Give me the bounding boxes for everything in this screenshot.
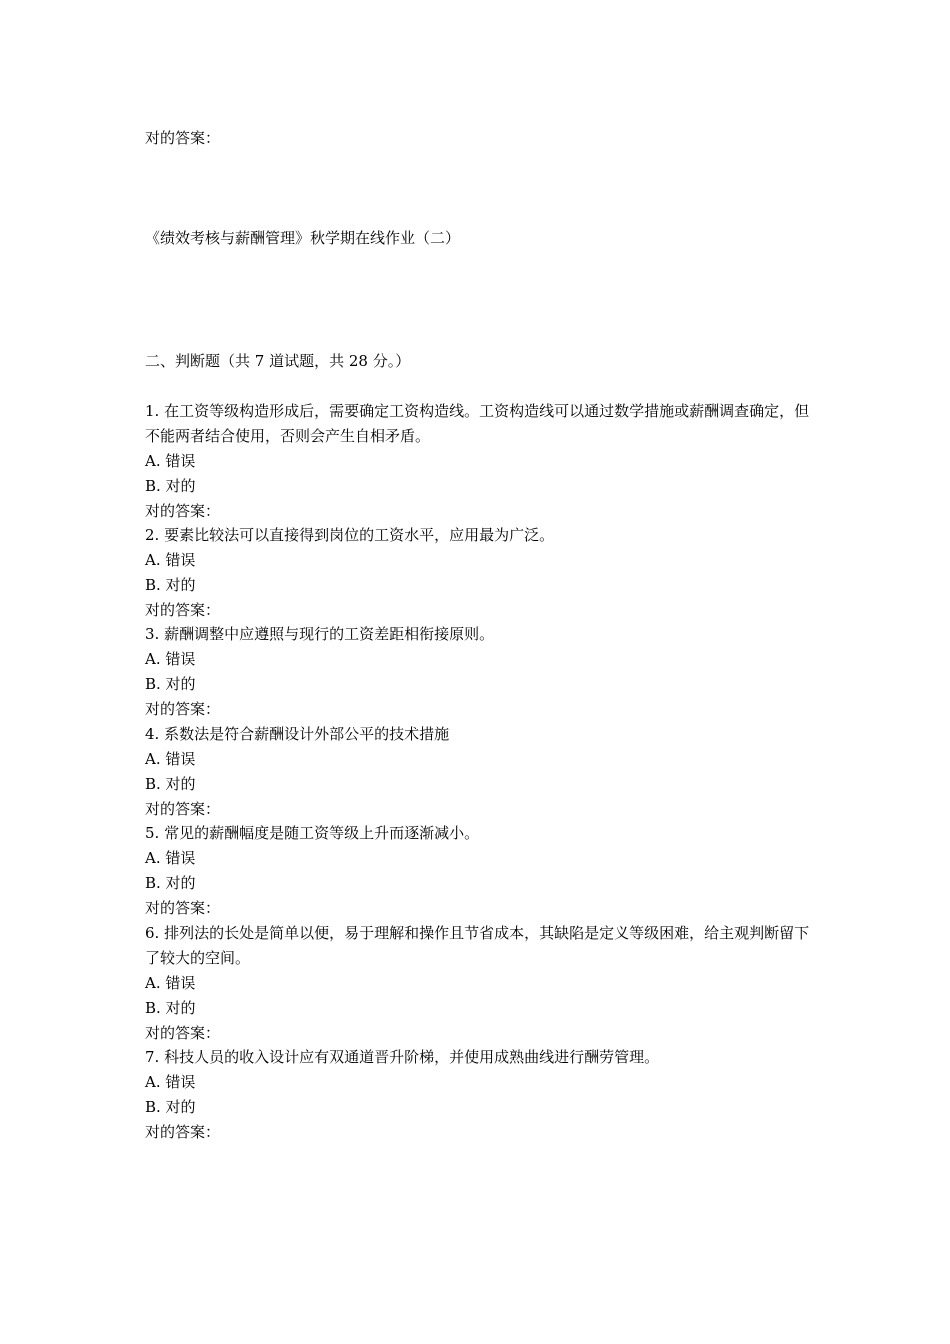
option-b: B. 对的 <box>145 576 196 594</box>
answer-label: 对的答案： <box>145 502 221 520</box>
option-a: A. 错误 <box>145 452 196 470</box>
option-b: B. 对的 <box>145 477 196 495</box>
question-5 <box>145 821 815 921</box>
question-4 <box>145 722 815 822</box>
question-stem: 1. 在工资等级构造形成后，需要确定工资构造线。工资构造线可以通过数学措施或薪酬调查确定，但不能两者结合使用，否则会产生自相矛盾。 <box>145 402 810 445</box>
section-heading: 二、判断题（共 7 道试题，共 28 分。） <box>145 352 411 370</box>
answer-label: 对的答案： <box>145 601 221 619</box>
answer-label: 对的答案： <box>145 1024 221 1042</box>
option-a: A. 错误 <box>145 551 196 569</box>
answer-label: 对的答案： <box>145 1123 221 1141</box>
option-b: B. 对的 <box>145 874 196 892</box>
option-a: A. 错误 <box>145 1073 196 1091</box>
question-6 <box>145 921 815 1046</box>
question-stem: 6. 排列法的长处是简单以便，易于理解和操作且节省成本，其缺陷是定义等级困难，给主观判断留下了较大的空间。 <box>145 924 810 967</box>
option-a: A. 错误 <box>145 650 196 668</box>
question-stem: 3. 薪酬调整中应遵照与现行的工资差距相衔接原则。 <box>145 625 495 643</box>
answer-label: 对的答案： <box>145 800 221 818</box>
option-b: B. 对的 <box>145 999 196 1017</box>
option-b: B. 对的 <box>145 775 196 793</box>
document-title: 《绩效考核与薪酬管理》秋学期在线作业（二） <box>145 229 461 247</box>
question-7 <box>145 1045 815 1145</box>
question-2 <box>145 523 815 623</box>
question-1 <box>145 399 815 524</box>
option-a: A. 错误 <box>145 750 196 768</box>
top-answer-label: 对的答案： <box>145 129 221 147</box>
option-a: A. 错误 <box>145 849 196 867</box>
question-stem: 4. 系数法是符合薪酬设计外部公平的技术措施 <box>145 725 450 743</box>
question-stem: 7. 科技人员的收入设计应有双通道晋升阶梯，并使用成熟曲线进行酬劳管理。 <box>145 1048 660 1066</box>
question-stem: 2. 要素比较法可以直接得到岗位的工资水平，应用最为广泛。 <box>145 526 555 544</box>
question-3 <box>145 622 815 722</box>
option-b: B. 对的 <box>145 1098 196 1116</box>
answer-label: 对的答案： <box>145 899 221 917</box>
option-a: A. 错误 <box>145 974 196 992</box>
question-stem: 5. 常见的薪酬幅度是随工资等级上升而逐渐减小。 <box>145 824 480 842</box>
answer-label: 对的答案： <box>145 700 221 718</box>
option-b: B. 对的 <box>145 675 196 693</box>
